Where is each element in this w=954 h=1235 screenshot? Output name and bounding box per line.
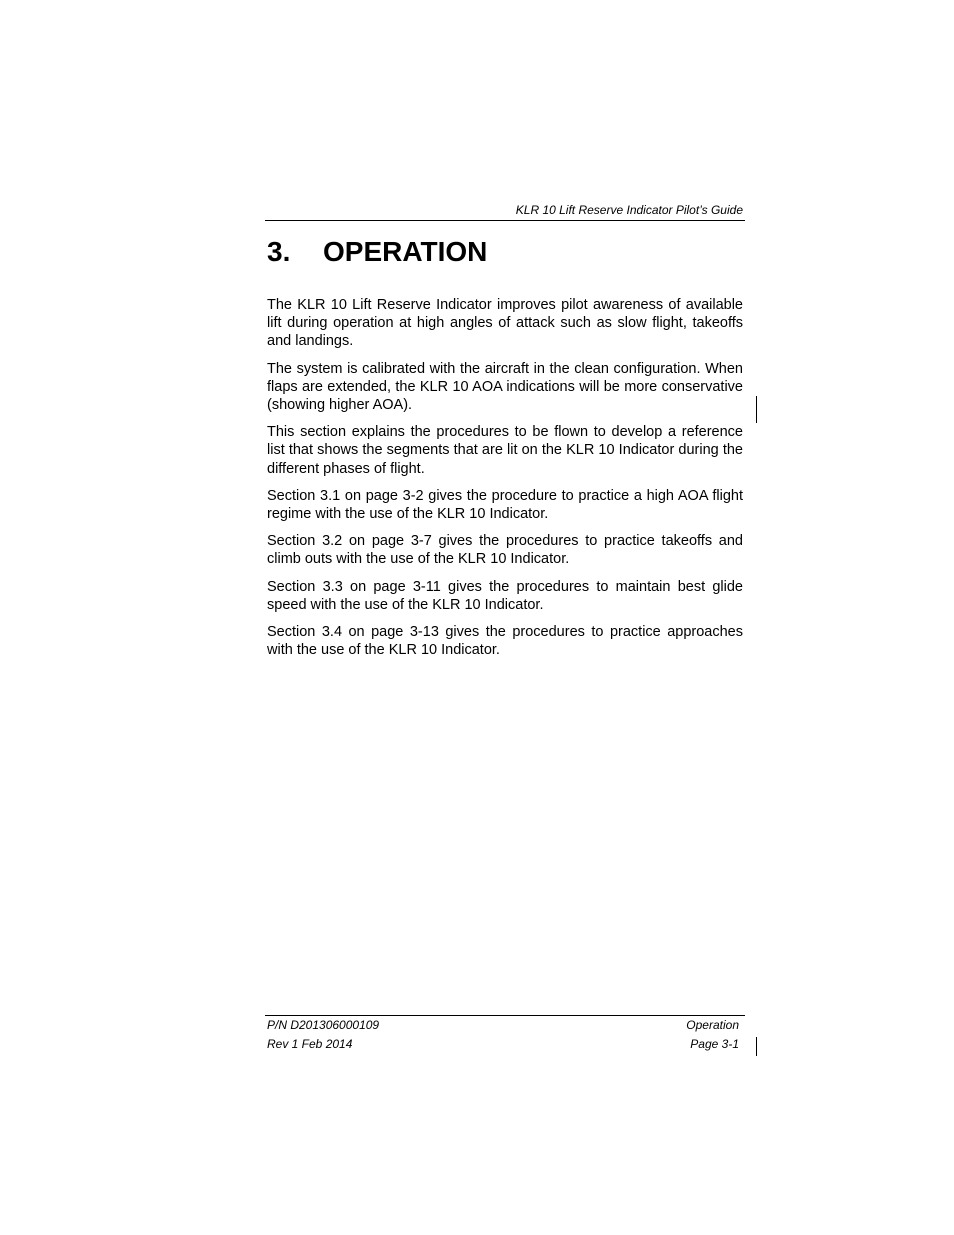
footer-section-name: Operation (686, 1018, 739, 1032)
paragraph-section-3-1: Section 3.1 on page 3-2 gives the procedure to practice a high AOA flight regime with the use of the KLR 10 Indicator. (267, 487, 743, 523)
paragraph-section-3-3: Section 3.3 on page 3-11 gives the procedures to maintain best glide speed with the use of the KLR 10 Indicator. (267, 578, 743, 613)
running-header: KLR 10 Lift Reserve Indicator Pilot’s Guide (515, 203, 743, 217)
footer-row-top (267, 1018, 739, 1033)
footer-change-bar (756, 1037, 757, 1056)
paragraph-calibration: The system is calibrated with the aircraft in the clean configuration. When flaps are extended, the KLR 10 AOA indications will be more conservative (showing higher AOA). (267, 360, 743, 414)
revision-date: Rev 1 Feb 2014 (267, 1037, 353, 1051)
footer-rule (265, 1015, 745, 1016)
paragraph-section-overview: This section explains the procedures to be flown to develop a reference list that shows the segments that are lit on the KLR 10 Indicator during the different phases of flight. (267, 424, 743, 477)
body-text (267, 296, 743, 668)
paragraph-section-3-2: Section 3.2 on page 3-7 gives the procedures to practice takeoffs and climb outs with the use of the KLR 10 Indicator. (267, 533, 743, 568)
paragraph-section-3-4: Section 3.4 on page 3-13 gives the procedures to practice approaches with the use of the KLR 10 Indicator. (267, 624, 743, 659)
chapter-title (267, 234, 487, 270)
part-number: P/N D201306000109 (267, 1018, 380, 1032)
revision-change-bar (756, 396, 757, 423)
paragraph-intro: The KLR 10 Lift Reserve Indicator improves pilot awareness of available lift during operation at high angles of attack such as slow flight, takeoffs and landings. (267, 297, 743, 350)
footer-row-bottom (267, 1037, 739, 1052)
chapter-title-text: OPERATION (323, 236, 488, 267)
chapter-number: 3. (267, 236, 291, 267)
page-number: Page 3-1 (690, 1037, 739, 1051)
header-rule (265, 220, 745, 221)
